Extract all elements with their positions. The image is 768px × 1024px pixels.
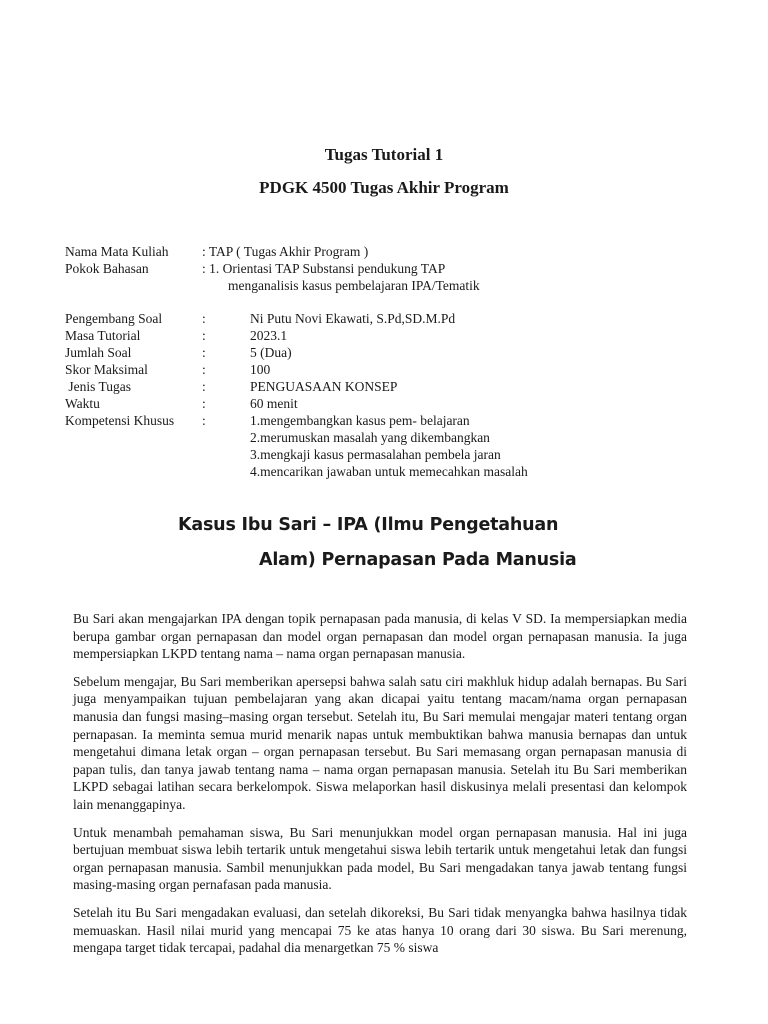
detail-row-question-count: [65, 345, 625, 362]
detail-row-author: [65, 311, 625, 328]
detail-label: Pengembang Soal: [65, 311, 163, 326]
detail-row-max-score: [65, 362, 625, 379]
meta-row-topic-cont: [65, 278, 625, 295]
detail-label: Jumlah Soal: [65, 345, 132, 360]
detail-value: 2.merumuskan masalah yang dikembangkan: [250, 430, 490, 445]
case-title-line-2: Alam) Pernapasan Pada Manusia: [259, 550, 577, 570]
document-title: Tugas Tutorial 1: [324, 145, 444, 164]
detail-colon: :: [202, 396, 206, 411]
detail-row-competency-4: [65, 464, 625, 481]
case-title-line-1: Kasus Ibu Sari – IPA (Ilmu Pengetahuan: [178, 515, 559, 535]
detail-value: PENGUASAAN KONSEP: [250, 379, 398, 394]
meta-value: : TAP ( Tugas Akhir Program ): [202, 244, 369, 259]
meta-value: : 1. Orientasi TAP Substansi pendukung TAP: [202, 261, 446, 276]
detail-label: Skor Maksimal: [65, 362, 148, 377]
detail-value: 3.mengkaji kasus permasalahan pembela jaran: [250, 447, 501, 462]
detail-value: 4.mencarikan jawaban untuk memecahkan masalah: [250, 464, 528, 479]
detail-label: Masa Tutorial: [65, 328, 141, 343]
meta-value: menganalisis kasus pembelajaran IPA/Tematik: [228, 278, 480, 293]
meta-label: Nama Mata Kuliah: [65, 244, 169, 259]
detail-label: Jenis Tugas: [65, 379, 132, 394]
detail-value: Ni Putu Novi Ekawati, S.Pd,SD.M.Pd: [250, 311, 456, 326]
detail-colon: :: [202, 413, 206, 428]
detail-colon: :: [202, 345, 206, 360]
meta-label: Pokok Bahasan: [65, 261, 149, 276]
detail-value: 1.mengembangkan kasus pem- belajaran: [250, 413, 470, 428]
detail-row-competency-3: [65, 447, 625, 464]
detail-colon: :: [202, 311, 206, 326]
meta-row-course-name: [65, 244, 625, 261]
detail-row-competency: [65, 413, 625, 430]
detail-label: Kompetensi Khusus: [65, 413, 175, 428]
case-paragraph-3: Untuk menambah pemahaman siswa, Bu Sari menunjukkan model organ pernapasan manusia. Hal ini juga bertujuan membuat siswa lebih tertarik untuk mengetahui siswa lebih tertarik untuk mengetahui letak dan fungsi organ pernapasan manusia. Sambil menunjukkan pada model, Bu Sari mengadakan tanya jawab tentang fungsi masing-masing organ pernafasan pada manusia.: [73, 824, 687, 893]
detail-label: Waktu: [65, 396, 100, 411]
detail-row-time: [65, 396, 625, 413]
case-paragraph-4: Setelah itu Bu Sari mengadakan evaluasi, dan setelah dikoreksi, Bu Sari tidak menyangka bahwa hasilnya tidak memuaskan. Hasil nilai murid yang mencapai 75 ke atas hanya 10 orang dari 30 siswa. Bu Sari merenung, mengapa target tidak tercapai, padahal dia menargetkan 75 % siswa: [73, 904, 687, 956]
detail-value: 5 (Dua): [250, 345, 292, 360]
detail-row-task-type: [65, 379, 625, 396]
course-title: PDGK 4500 Tugas Akhir Program: [259, 178, 509, 197]
case-paragraph-2: Sebelum mengajar, Bu Sari memberikan apersepsi bahwa salah satu ciri makhluk hidup adalah bernapas. Bu Sari juga menyampaikan tujuan pembelajaran yang akan dicapai yaitu tentang macam/nama organ pernapasan manusia dan fungsi masing–masing organ tersebut. Setelah itu, Bu Sari memulai mengajar materi tentang organ pernapasan. Ia meminta semua murid menarik napas untuk membuktikan bahwa manusia bernapas dan untuk mengetahui dimana letak organ – organ pernapasan tersebut. Bu Sari memasang organ pernapasan manusia di papan tulis, dan tanya jawab tentang nama – nama organ pernapasan manusia. Setelah itu Bu Sari memberikan LKPD sebagai latihan secara berkelompok. Siswa melaporkan hasil diskusinya melali presentasi dan kelompok lain menanggapinya.: [73, 673, 687, 812]
detail-value: 60 menit: [250, 396, 298, 411]
case-body: [73, 610, 687, 967]
detail-colon: :: [202, 328, 206, 343]
detail-row-competency-2: [65, 430, 625, 447]
detail-colon: :: [202, 379, 206, 394]
detail-value: 100: [250, 362, 271, 377]
meta-row-topic: [65, 261, 625, 278]
detail-colon: :: [202, 362, 206, 377]
detail-row-period: [65, 328, 625, 345]
case-paragraph-1: Bu Sari akan mengajarkan IPA dengan topik pernapasan pada manusia, di kelas V SD. Ia mempersiapkan media berupa gambar organ pernapasan dan model organ pernapasan dan model organ pernapasan manusia. Ia juga mempersiapkan LKPD tentang nama – nama organ pernapasan manusia.: [73, 611, 687, 662]
detail-value: 2023.1: [250, 328, 288, 343]
